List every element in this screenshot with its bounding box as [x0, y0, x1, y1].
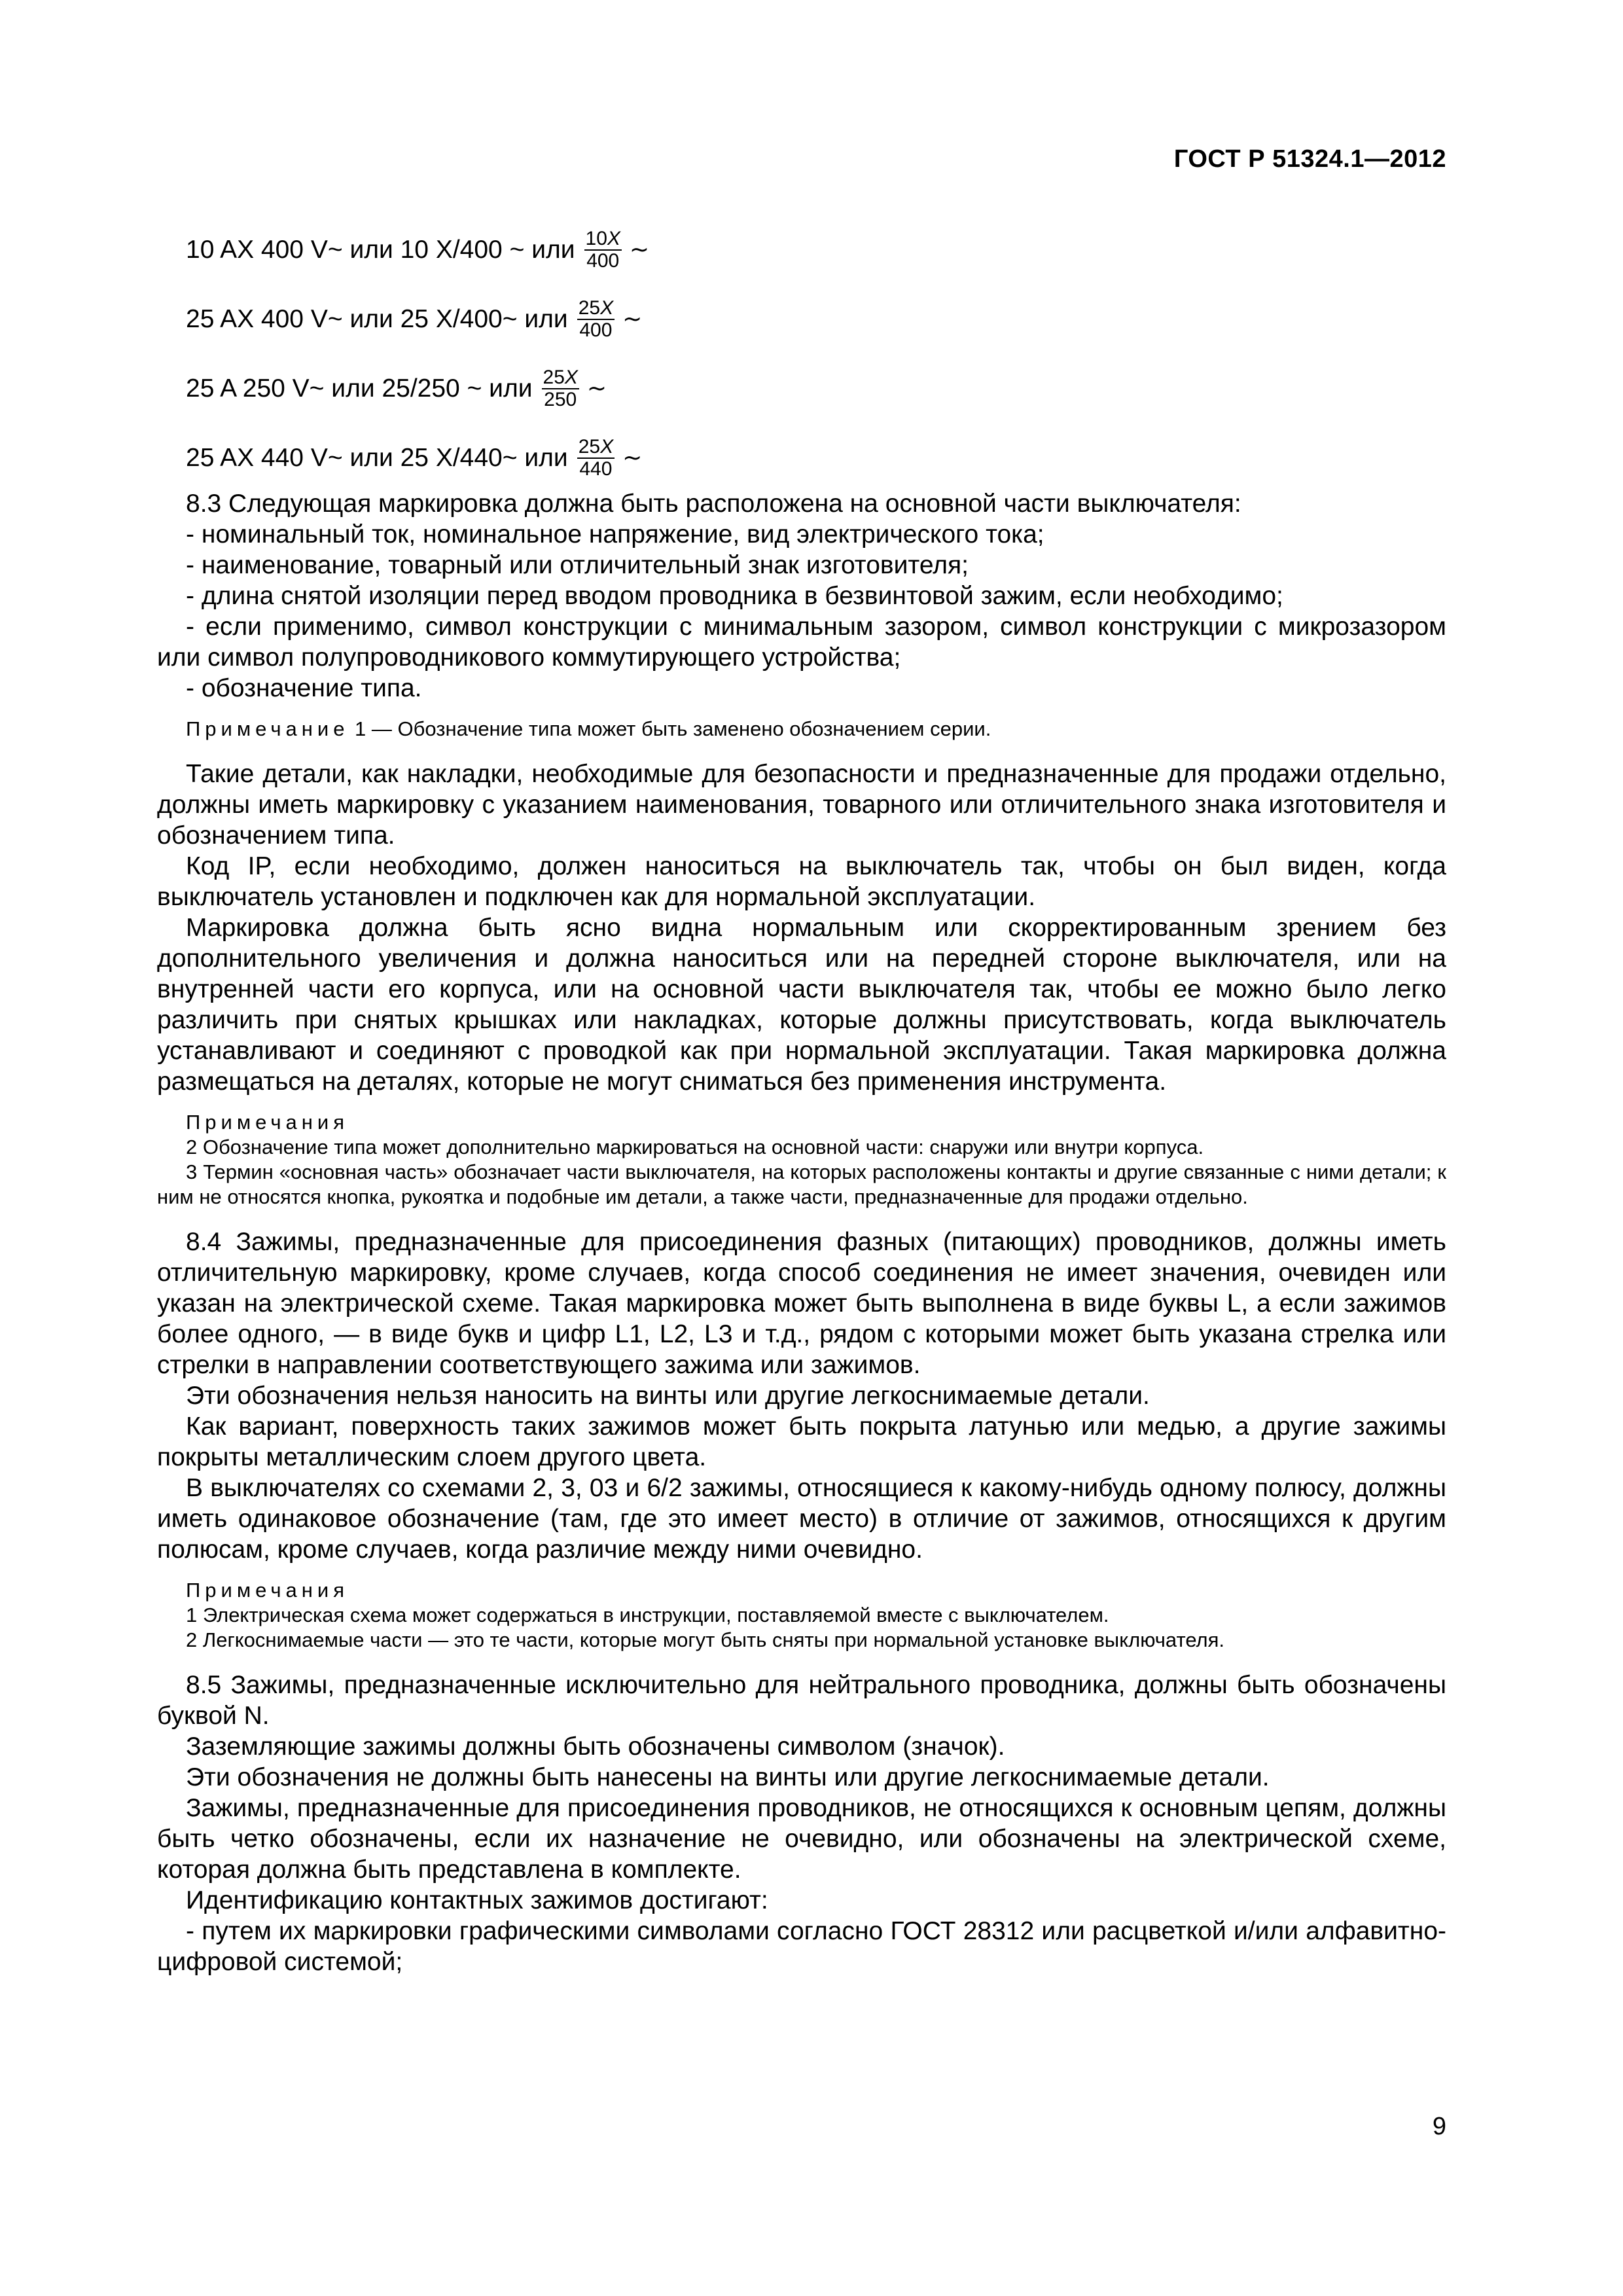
paragraph: Зажимы, предназначенные для присоединения проводников, не относящихся к основным цепям, должны быть четко обозначены, если их назначение не очевидно, или обозначены на электрической схеме, которая должна быть представлена в комплекте.	[157, 1794, 1446, 1884]
marking-example	[186, 437, 1446, 479]
paragraph: Как вариант, поверхность таких зажимов может быть покрыта латунью или медью, а другие зажимы покрыты металлическим слоем другого цвета.	[157, 1412, 1446, 1471]
section-8-3-intro: 8.3 Следующая маркировка должна быть расположена на основной части выключателя:	[186, 490, 1241, 518]
ac-tilde-symbol: ~	[629, 236, 650, 263]
note-1	[157, 717, 1446, 742]
fraction-x: X	[607, 228, 620, 249]
fraction-x: X	[600, 297, 614, 319]
note-item: 3 Термин «основная часть» обозначает части выключателя, на которых расположены контакты и другие связанные с ними детали; к ним не относятся кнопка, рукоятка и подобные им детали, а также части, предназначенные для продажи отдельно.	[157, 1160, 1446, 1208]
paragraph: Идентификацию контактных зажимов достигают:	[186, 1886, 768, 1914]
paragraph: Код IP, если необходимо, должен наноситься на выключатель так, чтобы он был виден, когда выключатель установлен и подключен как для нормальной эксплуатации.	[157, 852, 1446, 911]
section-8-5-paragraph: 8.5 Зажимы, предназначенные исключительно для нейтрального проводника, должны быть обозначены буквой N.	[157, 1671, 1446, 1730]
section-8-4-paragraph: 8.4 Зажимы, предназначенные для присоединения фазных (питающих) проводников, должны иметь отличительную маркировку, кроме случаев, когда способ соединения не имеет значения, очевиден или указан на электрической схеме. Такая маркировка может быть выполнена в виде буквы L, а если зажимов более одного, — в виде букв и цифр L1, L2, L3 и т.д., рядом с которыми может быть указана стрелка или стрелки в направлении соответствующего зажима или зажимов.	[157, 1228, 1446, 1379]
paragraph: Маркировка должна быть ясно видна нормальным или скорректированным зрением без дополнительного увеличения и должна наноситься или на передней стороне выключателя, или на внутренней части его корпуса, или на основной части выключателя так, чтобы ее можно было легко различить при снятых крышках или накладках, которые должны присутствовать, когда выключатель устанавливают и соединяют с проводкой как при нормальной эксплуатации. Такая маркировка должна размещаться на деталях, которые не могут сниматься без применения инструмента.	[157, 914, 1446, 1096]
page-number: 9	[1432, 2113, 1446, 2140]
fraction-x: X	[564, 367, 578, 388]
paragraph: Эти обозначения не должны быть нанесены на винты или другие легкоснимаемые детали.	[186, 1763, 1270, 1791]
note-item: 2 Обозначение типа может дополнительно маркироваться на основной части: снаружи или внутри корпуса.	[186, 1136, 1204, 1158]
marking-fraction	[584, 229, 622, 271]
ac-tilde-symbol: ~	[586, 375, 607, 402]
note-item: 2 Легкоснимаемые части — это те части, которые могут быть сняты при нормальной установке выключателя.	[186, 1628, 1225, 1651]
note-text: 1 — Обозначение типа может быть заменено обозначением серии.	[349, 717, 991, 740]
ac-tilde-symbol: ~	[622, 444, 643, 471]
fraction-denominator: 400	[586, 250, 620, 272]
fraction-x: X	[600, 436, 614, 457]
marking-fraction	[577, 298, 615, 340]
notes-heading	[157, 1110, 1446, 1135]
page-content	[157, 229, 1446, 1977]
fraction-numerator: 25	[543, 367, 565, 388]
marking-example	[186, 368, 1446, 410]
note-item: 1 Электрическая схема может содержаться в инструкции, поставляемой вместе с выключателем.	[186, 1604, 1109, 1626]
marking-text: 25 AX 400 V~ или 25 X/400~ или	[186, 305, 568, 333]
notes-heading	[157, 1578, 1446, 1603]
fraction-numerator: 25	[578, 436, 601, 457]
list-item: - обозначение типа.	[186, 674, 422, 702]
list-item: - путем их маркировки графическими символами согласно ГОСТ 28312 или расцветкой и/или алфавитно-цифровой системой;	[157, 1917, 1446, 1976]
fraction-denominator: 440	[579, 458, 613, 480]
fraction-denominator: 250	[544, 389, 577, 410]
list-item: - наименование, товарный или отличительный знак изготовителя;	[186, 551, 969, 579]
marking-fraction	[577, 437, 615, 479]
paragraph: Такие детали, как накладки, необходимые для безопасности и предназначенные для продажи отдельно, должны иметь маркировку с указанием наименования, товарного или отличительного знака изготовителя и обозначением типа.	[157, 760, 1446, 850]
list-item: - номинальный ток, номинальное напряжение, вид электрического тока;	[186, 520, 1044, 548]
note-label: Примечание	[186, 717, 349, 740]
fraction-numerator: 10	[585, 228, 607, 249]
notes-label: Примечания	[186, 1111, 349, 1134]
ac-tilde-symbol: ~	[622, 306, 643, 332]
marking-example	[186, 298, 1446, 340]
marking-text: 10 AX 400 V~ или 10 X/400 ~ или	[186, 236, 575, 264]
document-code: ГОСТ Р 51324.1—2012	[1173, 145, 1446, 173]
marking-fraction	[542, 368, 579, 410]
notes-label: Примечания	[186, 1579, 349, 1602]
list-item: - длина снятой изоляции перед вводом проводника в безвинтовой зажим, если необходимо;	[186, 582, 1283, 610]
marking-example	[186, 229, 1446, 271]
list-item: - если применимо, символ конструкции с минимальным зазором, символ конструкции с микрозазором или символ полупроводникового коммутирующего устройства;	[157, 613, 1446, 672]
marking-text: 25 AX 440 V~ или 25 X/440~ или	[186, 444, 568, 472]
fraction-denominator: 400	[579, 319, 613, 341]
paragraph: Эти обозначения нельзя наносить на винты или другие легкоснимаемые детали.	[186, 1382, 1150, 1410]
paragraph: Заземляющие зажимы должны быть обозначены символом (значок).	[186, 1732, 1005, 1761]
marking-text: 25 A 250 V~ или 25/250 ~ или	[186, 374, 533, 403]
fraction-numerator: 25	[578, 297, 601, 319]
paragraph: В выключателях со схемами 2, 3, 03 и 6/2 зажимы, относящиеся к какому-нибудь одному полюсу, должны иметь одинаковое обозначение (там, где это имеет место) в отличие от зажимов, относящихся к другим полюсам, кроме случаев, когда различие между ними очевидно.	[157, 1474, 1446, 1564]
